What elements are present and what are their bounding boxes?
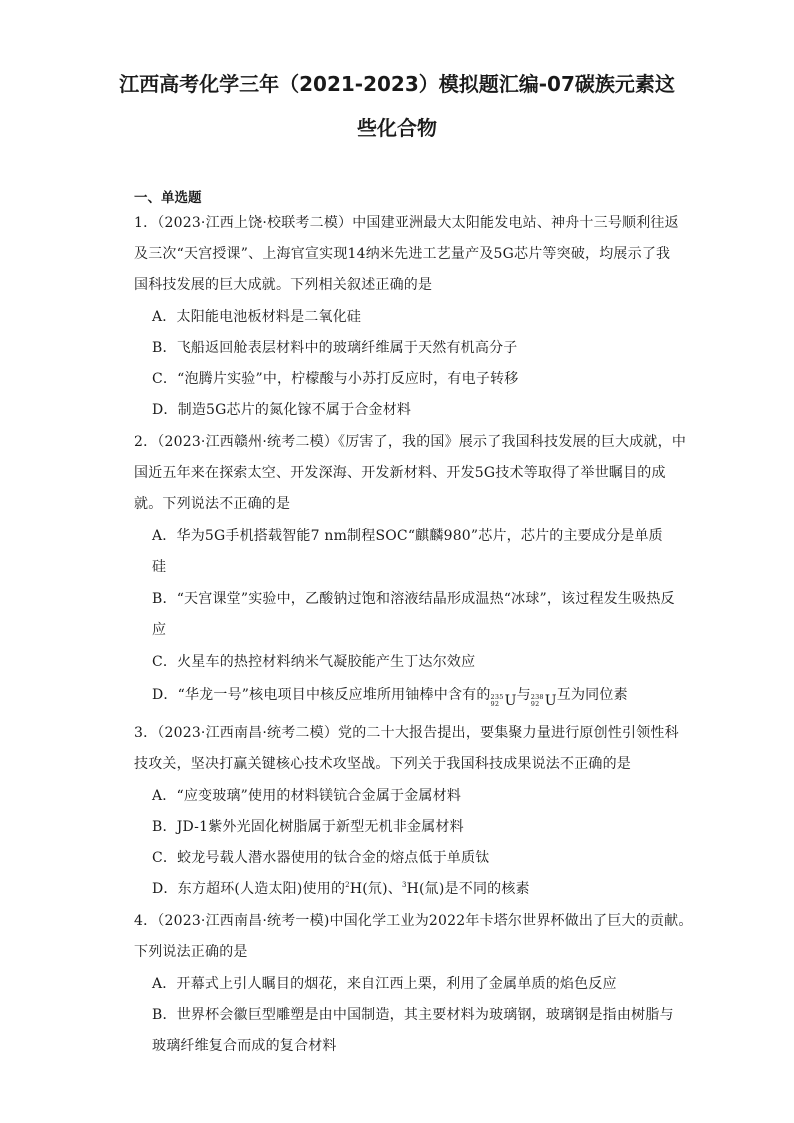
q2-stem-line: 2．（2023·江西赣州·统考二模）《厉害了，我的国》展示了我国科技发展的巨大成就，中 <box>134 434 687 450</box>
q1-option-a: A．太阳能电池板材料是二氧化硅 <box>152 309 362 325</box>
q4-option-b-cont: 玻璃纤维复合而成的复合材料 <box>152 1038 337 1054</box>
q4-option-a: A．开幕式上引人瞩目的烟花，来自江西上栗，利用了金属单质的焰色反应 <box>152 976 617 992</box>
isotope-mass: 235 <box>490 693 504 701</box>
q3-option-d-pre: D．东方超环(人造太阳)使用的 <box>152 881 346 897</box>
q2-option-d-mid: 与 <box>516 687 531 703</box>
q2-option-a: A．华为5G手机搭载智能7 nm制程SOC“麒麟980”芯片，芯片的主要成分是单质 <box>152 528 663 544</box>
q1-stem-line: 及三次“天宫授课”、上海官宣实现14纳米先进工艺量产及5G芯片等突破，均展示了我 <box>134 246 671 262</box>
q1-option-c: C．“泡腾片实验”中，柠檬酸与小苏打反应时，有电子转移 <box>152 371 519 387</box>
q1-stem-line: 1．（2023·江西上饶·校联考二模）中国建亚洲最大太阳能发电站、神舟十三号顺利往返 <box>134 215 679 231</box>
q2-option-d-pre: D．“华龙一号”核电项目中核反应堆所用铀棒中含有的 <box>152 687 491 703</box>
isotope-symbol: U <box>504 693 517 709</box>
isotope-u235 <box>491 693 517 709</box>
q2-option-d <box>152 684 628 709</box>
mass-number: 3 <box>401 881 407 889</box>
isotope-atomic: 92 <box>530 700 540 708</box>
q3-stem-line: 技攻关，坚决打赢关键核心技术攻坚战。下列关于我国科技成果说法不正确的是 <box>134 756 631 772</box>
q3-option-d-mid: H(氘)、 <box>349 881 402 897</box>
isotope-mass: 238 <box>530 693 544 701</box>
q1-stem-line: 国科技发展的巨大成就。下列相关叙述正确的是 <box>134 277 433 293</box>
q2-option-b-cont: 应 <box>152 622 167 638</box>
q1-option-d: D．制造5G芯片的氮化镓不属于合金材料 <box>152 402 412 418</box>
q2-stem-line: 就。下列说法不正确的是 <box>134 496 291 512</box>
q2-option-c: C．火星车的热控材料纳米气凝胶能产生丁达尔效应 <box>152 654 476 670</box>
q2-option-b: B．“天宫课堂”实验中，乙酸钠过饱和溶液结晶形成温热“冰球”，该过程发生吸热反 <box>152 591 675 607</box>
q4-stem-line: 4．（2023·江西南昌·统考一模)中国化学工业为2022年卡塔尔世界杯做出了巨大的贡献。 <box>134 913 693 929</box>
q2-stem-line: 国近五年来在探索太空、开发深海、开发新材料、开发5G技术等取得了举世瞩目的成 <box>134 465 666 481</box>
isotope-atomic: 92 <box>490 700 500 708</box>
isotope-u238 <box>531 693 557 709</box>
doc-title-line2: 些化合物 <box>357 116 437 140</box>
q4-stem-line: 下列说法正确的是 <box>134 944 248 960</box>
q4-option-b: B．世界杯会徽巨型雕塑是由中国制造，其主要材料为玻璃钢，玻璃钢是指由树脂与 <box>152 1007 674 1023</box>
q3-option-c: C．蛟龙号载人潜水器使用的钛合金的熔点低于单质钛 <box>152 850 490 866</box>
q3-stem-line: 3．（2023·江西南昌·统考二模）党的二十大报告提出，要集聚力量进行原创性引领性科 <box>134 725 679 741</box>
q3-option-b: B．JD-1紫外光固化树脂属于新型无机非金属材料 <box>152 819 464 835</box>
q3-option-d <box>152 878 530 898</box>
q2-option-a-cont: 硅 <box>152 559 167 575</box>
isotope-symbol: U <box>544 693 557 709</box>
section-heading: 一、单选题 <box>134 190 202 206</box>
q3-option-a: A．“应变玻璃”使用的材料镁钪合金属于金属材料 <box>152 788 462 804</box>
mass-number: 2 <box>345 881 350 889</box>
q2-option-d-post: 互为同位素 <box>556 687 628 703</box>
q1-option-b: B．飞船返回舱表层材料中的玻璃纤维属于天然有机高分子 <box>152 340 518 356</box>
doc-title-line1: 江西高考化学三年（2021-2023）模拟题汇编-07碳族元素这 <box>119 72 675 96</box>
q3-option-d-post: H(氚)是不同的核素 <box>406 881 530 897</box>
